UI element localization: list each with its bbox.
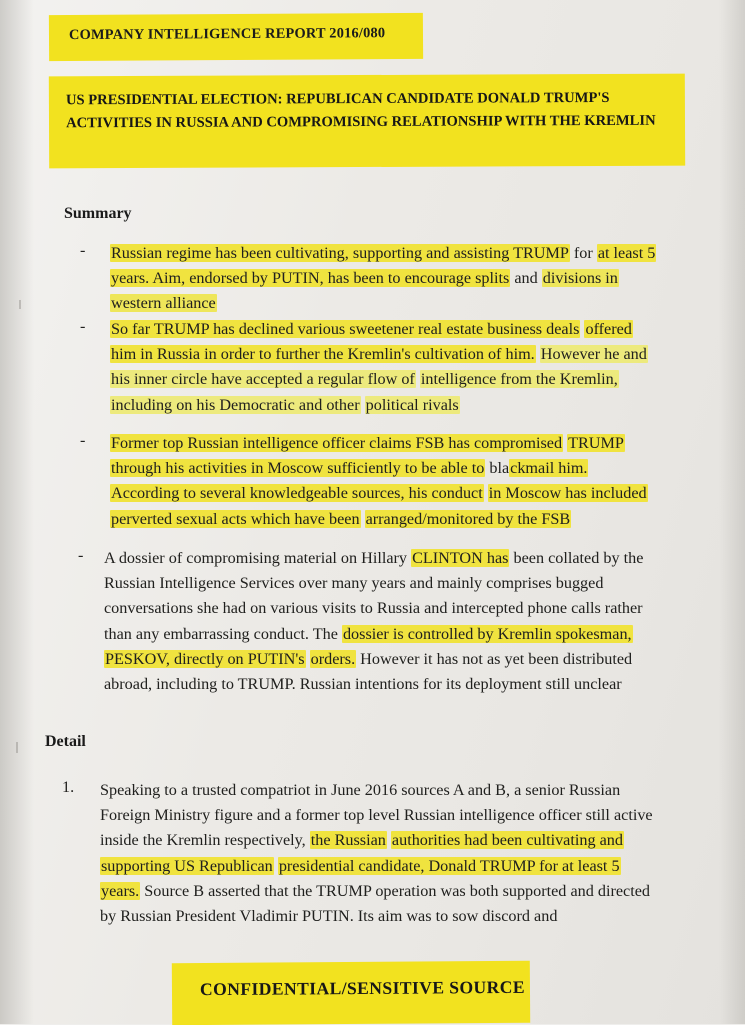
- bullet-marker: -: [78, 546, 84, 564]
- bullet-marker: -: [80, 317, 86, 335]
- summary-bullet-2: So far TRUMP has declined various sweetener real estate business deals offered him in Russia in order to further the Kremlin's cultivation of him. However he and his inner circle have accepted a regular flow of intelligence from the Kremlin, including on his Democratic and other political rivals: [111, 320, 647, 414]
- report-number: COMPANY INTELLIGENCE REPORT 2016/080: [68, 25, 386, 44]
- summary-bullet-3: Former top Russian intelligence officer claims FSB has compromised TRUMP through his activities in Moscow sufficiently to be able to blackmail him. According to several knowledgeable sources, his conduct in Moscow has included perverted sexual acts which have been arranged/monitored by the FSB: [111, 434, 647, 528]
- summary-bullet-4: A dossier of compromising material on Hillary CLINTON has been collated by the Russian Intelligence Services over many years and mainly comprises bugged conversations she had on various visits to Russia and intercepted phone calls rather than any embarrassing conduct. The dossier is controlled by Kremlin spokesman, PESKOV, directly on PUTIN's orders. However it has not as yet been distributed abroad, including to TRUMP. Russian intentions for its deployment still unclear: [104, 549, 644, 694]
- summary-heading: Summary: [64, 205, 132, 222]
- detail-heading: Detail: [45, 733, 86, 750]
- document-title: US PRESIDENTIAL ELECTION: REPUBLICAN CANDIDATE DONALD TRUMP'S ACTIVITIES IN RUSSIA AND COMPROMISING RELATIONSHIP WITH THE KREMLIN: [65, 89, 656, 132]
- detail-marker: 1.: [62, 778, 75, 796]
- paper-speck: [16, 742, 18, 753]
- summary-bullet-1: Russian regime has been cultivating, supporting and assisting TRUMP for at least 5 years. Aim, endorsed by PUTIN, has been to encourage splits and divisions in western alliance: [111, 244, 656, 313]
- footer-stamp: CONFIDENTIAL/SENSITIVE SOURCE: [199, 976, 526, 1000]
- paper-speck: [19, 300, 21, 309]
- bullet-marker: -: [80, 431, 86, 449]
- detail-item-1: Speaking to a trusted compatriot in June 2016 sources A and B, a senior Russian Foreign Ministry figure and a former top level Russian intelligence officer still active inside the Kremlin respectively, the Russian authorities had been cultivating and supporting US Republican presidential candidate, Donald TRUMP for at least 5 years. Source B asserted that the TRUMP operation was both supported and directed by Russian President Vladimir PUTIN. Its aim was to sow discord and: [100, 781, 653, 926]
- bullet-marker: -: [80, 241, 86, 259]
